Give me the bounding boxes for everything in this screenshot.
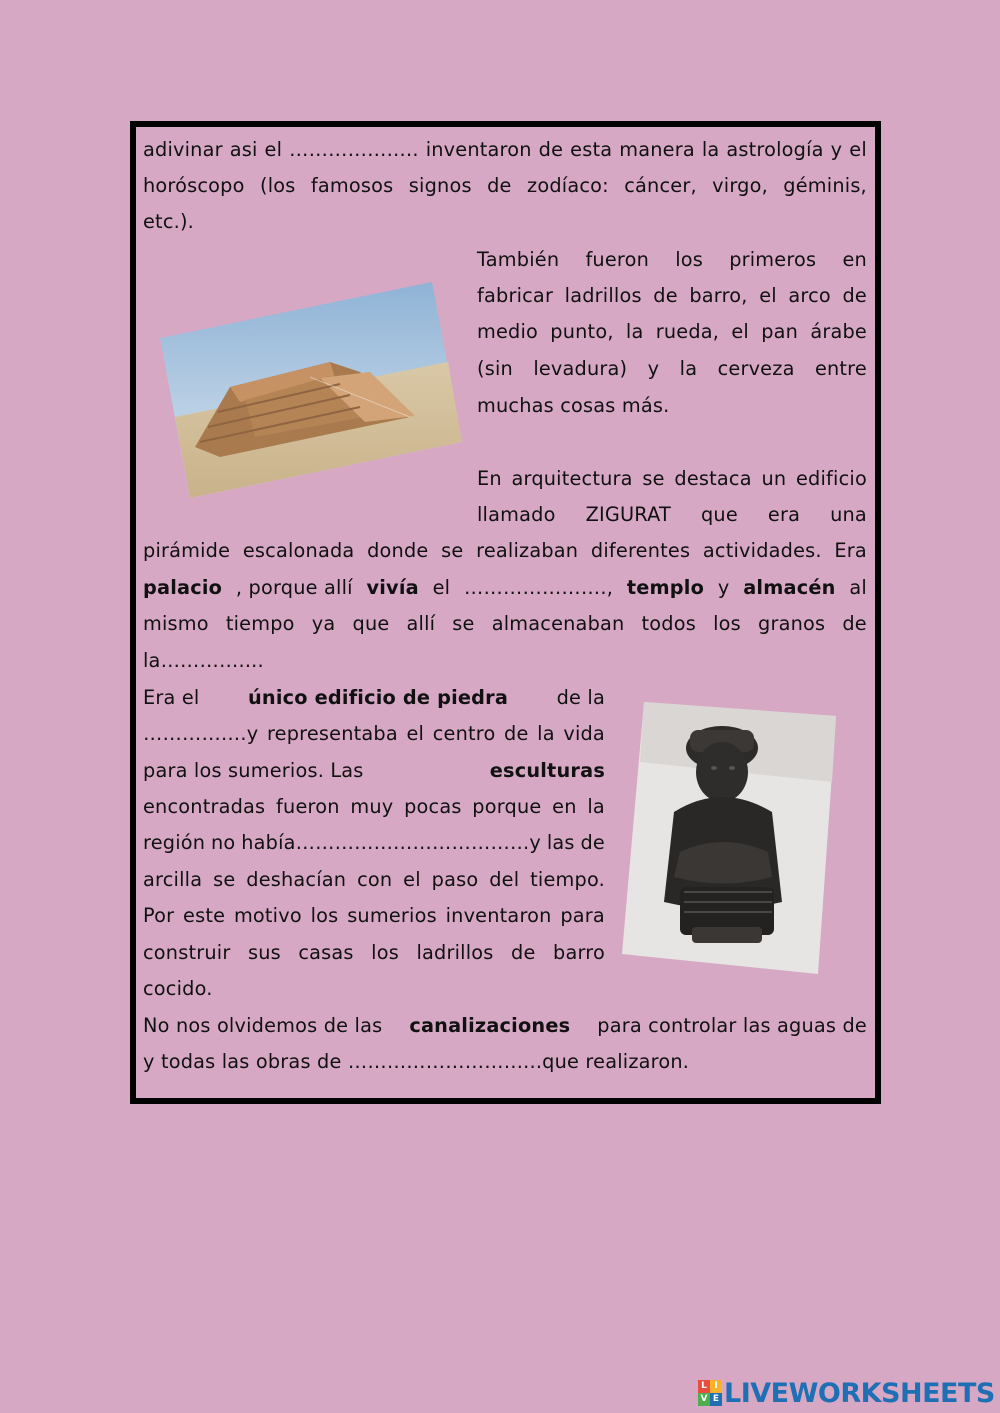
word: fueron: [276, 795, 340, 818]
word: se: [452, 612, 475, 635]
word: la: [701, 138, 720, 161]
word: adivinar: [143, 138, 223, 161]
word: ladrillos: [416, 941, 494, 964]
word: fabricar: [477, 284, 554, 307]
bold-vivia: vivía: [366, 576, 419, 599]
bold-palacio: palacio: [143, 576, 223, 599]
word: deshacían: [246, 868, 347, 891]
word: la: [679, 357, 698, 380]
word: tiempo.: [530, 868, 605, 891]
word: porque: [472, 795, 542, 818]
word: de: [538, 138, 564, 161]
bold-almacen: almacén: [743, 576, 836, 599]
word: pan: [761, 320, 799, 343]
text-line: [477, 357, 867, 380]
word: el: [264, 138, 283, 161]
word: ZIGURAT: [585, 503, 671, 526]
word: cerveza: [717, 357, 795, 380]
text-line: [143, 1014, 867, 1037]
word: de: [842, 612, 867, 635]
word: no: [210, 831, 236, 854]
sumerian-statue-photo: [622, 702, 836, 974]
word: fueron: [585, 248, 650, 271]
word: virgo,: [712, 174, 768, 197]
word: cáncer,: [624, 174, 697, 197]
word: pocas: [404, 795, 462, 818]
word: el: [759, 284, 777, 307]
word: almacenaban: [491, 612, 625, 635]
liveworksheets-mark-icon: [698, 1380, 722, 1406]
word: de: [580, 831, 605, 854]
word: asi: [229, 138, 258, 161]
word: barro: [553, 941, 605, 964]
text-line: [143, 138, 867, 161]
word: el: [731, 320, 749, 343]
word: arco: [788, 284, 831, 307]
word: con: [357, 868, 393, 891]
word: sus: [247, 941, 281, 964]
word: los: [675, 248, 704, 271]
bold-unico-edificio: único edificio de piedra: [247, 686, 509, 709]
word: Era: [834, 539, 867, 562]
text-line: la…………....: [143, 649, 264, 672]
word: construir: [143, 941, 231, 964]
text-segment: al: [849, 576, 867, 599]
word: se: [642, 467, 665, 490]
word: zodíaco:: [527, 174, 609, 197]
word: …………….y: [143, 722, 259, 745]
word: y: [830, 138, 843, 161]
word: en: [842, 248, 867, 271]
word: escalonada: [242, 539, 355, 562]
word: sumerios: [347, 904, 437, 927]
text-line: [143, 612, 867, 635]
word: arcilla: [143, 868, 203, 891]
word: era: [767, 503, 801, 526]
word: árabe: [810, 320, 867, 343]
word: las: [546, 831, 575, 854]
word: de: [487, 174, 512, 197]
word: un: [761, 467, 787, 490]
text-segment: , porque allí: [235, 576, 353, 599]
text-line: [477, 503, 867, 526]
word: motivo: [233, 904, 302, 927]
text-line: [143, 686, 605, 709]
word: primeros: [729, 248, 817, 271]
word: llamado: [477, 503, 556, 526]
word: donde: [367, 539, 429, 562]
word: y: [647, 357, 660, 380]
text-segment: para controlar las aguas de: [597, 1014, 867, 1037]
word: muy: [350, 795, 394, 818]
text-line: [143, 174, 867, 197]
word: realizaban: [476, 539, 579, 562]
word: para: [560, 904, 605, 927]
word: este: [183, 904, 226, 927]
word: También: [477, 248, 560, 271]
text-line: [143, 759, 605, 782]
word: géminis,: [783, 174, 867, 197]
word: encontradas: [143, 795, 266, 818]
word: los: [310, 904, 339, 927]
word: entre: [814, 357, 867, 380]
blank-fill: ………………….,: [464, 576, 614, 599]
word: ladrillos: [564, 284, 642, 307]
word: los: [371, 941, 399, 964]
bold-templo: templo: [626, 576, 705, 599]
text-line: [143, 941, 605, 964]
word: barro,: [689, 284, 748, 307]
word: levadura): [533, 357, 628, 380]
word: arquitectura: [511, 467, 633, 490]
word: centro: [432, 722, 496, 745]
liveworksheets-logo[interactable]: [698, 1378, 995, 1408]
text-line: [143, 539, 867, 562]
text-line: [477, 320, 867, 343]
word: se: [213, 868, 236, 891]
word: punto,: [550, 320, 614, 343]
mark-letter: L: [698, 1380, 710, 1393]
text-segment: el: [432, 576, 451, 599]
word: el: [849, 138, 867, 161]
mark-letter: E: [710, 1393, 722, 1406]
word: del: [489, 868, 520, 891]
word: (los: [260, 174, 296, 197]
word: actividades.: [702, 539, 822, 562]
text-segment: Era el: [143, 686, 200, 709]
mark-letter: V: [698, 1393, 710, 1406]
text-segment: No nos olvidemos de las: [143, 1014, 383, 1037]
bold-esculturas: esculturas: [489, 759, 605, 782]
word: inventaron: [425, 138, 532, 161]
word: tiempo: [225, 612, 295, 635]
word: edificio: [796, 467, 867, 490]
word: había………………………………y: [241, 831, 542, 854]
word: esta: [570, 138, 613, 161]
word: se: [441, 539, 464, 562]
word: ………………..: [289, 138, 419, 161]
word: famosos: [310, 174, 394, 197]
ziggurat-photo: [160, 282, 462, 498]
text-line: [143, 831, 605, 854]
word: ya: [311, 612, 336, 635]
word: signos: [408, 174, 472, 197]
word: una: [830, 503, 867, 526]
word: la: [537, 722, 555, 745]
word: la: [587, 795, 605, 818]
word: paso: [431, 868, 479, 891]
word: medio: [477, 320, 539, 343]
word: granos: [758, 612, 826, 635]
text-segment: para los sumerios. Las: [143, 759, 364, 782]
text-line: [143, 576, 867, 599]
word: en: [552, 795, 577, 818]
word: que: [700, 503, 738, 526]
word: de: [511, 941, 536, 964]
text-line: [143, 904, 605, 927]
bold-canalizaciones: canalizaciones: [409, 1014, 571, 1037]
mark-letter: I: [710, 1380, 722, 1393]
word: de: [653, 284, 678, 307]
word: todos: [641, 612, 696, 635]
text-segment: y: [717, 576, 730, 599]
word: astrología: [726, 138, 824, 161]
word: de: [504, 722, 529, 745]
word: el: [403, 868, 421, 891]
word: representaba: [266, 722, 398, 745]
word: vida: [563, 722, 605, 745]
word: allí: [406, 612, 436, 635]
word: casas: [298, 941, 354, 964]
word: mismo: [143, 612, 209, 635]
text-line: muchas cosas más.: [477, 394, 670, 417]
word: manera: [619, 138, 695, 161]
word: En: [477, 467, 502, 490]
word: rueda,: [655, 320, 720, 343]
word: el: [406, 722, 425, 745]
word: diferentes: [590, 539, 691, 562]
word: pirámide: [143, 539, 231, 562]
text-line: [143, 795, 605, 818]
text-line: [477, 248, 867, 271]
brand-name: LIVEWORKSHEETS: [724, 1377, 995, 1409]
word: horóscopo: [143, 174, 245, 197]
text-line: [477, 467, 867, 490]
word: de: [842, 284, 867, 307]
text-line: [477, 284, 867, 307]
text-segment: de la: [556, 686, 605, 709]
word: (sin: [477, 357, 513, 380]
text-line: etc.).: [143, 210, 195, 233]
text-line: cocido.: [143, 977, 213, 1000]
word: que: [352, 612, 390, 635]
word: la: [625, 320, 644, 343]
word: destaca: [674, 467, 752, 490]
word: inventaron: [445, 904, 552, 927]
word: los: [713, 612, 741, 635]
word: Por: [143, 904, 175, 927]
text-line: y todas las obras de ………………………...que realizaron.: [143, 1050, 690, 1073]
word: región: [143, 831, 206, 854]
text-line: [143, 868, 605, 891]
text-line: [143, 722, 605, 745]
